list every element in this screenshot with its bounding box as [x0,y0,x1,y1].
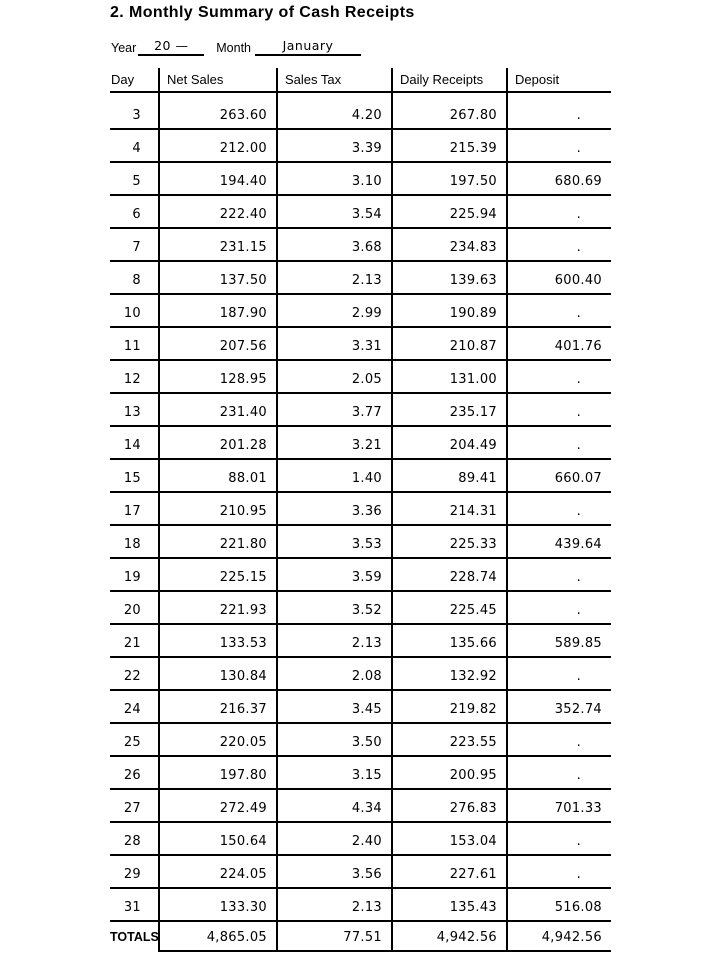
table-row [110,888,611,921]
cell-daily-receipts: 200.95 [392,756,507,789]
cell-day: 22 [110,657,159,690]
cell-net-sales: 221.93 [159,591,277,624]
cell-deposit: 352.74 [507,690,611,723]
cell-sales-tax: 3.45 [277,690,392,723]
cell-day: 25 [110,723,159,756]
cell-day: 8 [110,261,159,294]
table-row [110,591,611,624]
year-label: Year [111,40,137,55]
cell-net-sales: 222.40 [159,195,277,228]
cell-net-sales: 212.00 [159,129,277,162]
cell-deposit: . [507,723,611,756]
cell-deposit: 516.08 [507,888,611,921]
cell-deposit: . [507,855,611,888]
table-row [110,129,611,162]
cell-net-sales: 88.01 [159,459,277,492]
cell-sales-tax: 3.56 [277,855,392,888]
cell-deposit: . [507,92,611,129]
cell-sales-tax: 2.05 [277,360,392,393]
cell-deposit: 401.76 [507,327,611,360]
table-row [110,657,611,690]
cell-daily-receipts: 197.50 [392,162,507,195]
table-row [110,162,611,195]
cell-deposit: 439.64 [507,525,611,558]
cell-sales-tax: 3.31 [277,327,392,360]
year-field[interactable] [138,37,204,57]
cell-deposit: . [507,228,611,261]
cell-net-sales: 150.64 [159,822,277,855]
table-row [110,195,611,228]
cell-net-sales: 221.80 [159,525,277,558]
col-header-sales-tax: Sales Tax [277,68,392,92]
cell-deposit: . [507,756,611,789]
cell-daily-receipts: 131.00 [392,360,507,393]
table-row [110,426,611,459]
cell-sales-tax: 4.34 [277,789,392,822]
cell-day: 19 [110,558,159,591]
cell-net-sales: 224.05 [159,855,277,888]
cell-day: 18 [110,525,159,558]
cell-sales-tax: 2.08 [277,657,392,690]
cell-day: 14 [110,426,159,459]
cell-net-sales: 201.28 [159,426,277,459]
cell-day: 27 [110,789,159,822]
table-row [110,855,611,888]
cell-daily-receipts: 215.39 [392,129,507,162]
cell-deposit: . [507,195,611,228]
cell-day: 29 [110,855,159,888]
cell-sales-tax: 2.13 [277,624,392,657]
table-row [110,690,611,723]
col-header-net-sales: Net Sales [159,68,277,92]
cell-sales-tax: 2.40 [277,822,392,855]
cell-daily-receipts: 214.31 [392,492,507,525]
totals-row [110,921,611,951]
cell-daily-receipts: 235.17 [392,393,507,426]
cell-net-sales: 210.95 [159,492,277,525]
cell-day: 7 [110,228,159,261]
cell-net-sales: 207.56 [159,327,277,360]
cell-day: 5 [110,162,159,195]
cell-daily-receipts: 219.82 [392,690,507,723]
month-label: Month [216,40,252,55]
col-header-day: Day [110,68,159,92]
cell-daily-receipts: 135.43 [392,888,507,921]
cell-sales-tax: 3.21 [277,426,392,459]
cell-deposit: . [507,558,611,591]
cell-deposit: 680.69 [507,162,611,195]
cell-net-sales: 133.30 [159,888,277,921]
table-row [110,624,611,657]
totals-deposit: 4,942.56 [507,921,611,951]
table-row [110,756,611,789]
cell-sales-tax: 4.20 [277,92,392,129]
table-row [110,723,611,756]
col-header-deposit: Deposit [507,68,611,92]
worksheet-page [110,4,612,945]
cell-sales-tax: 3.59 [277,558,392,591]
cell-sales-tax: 3.52 [277,591,392,624]
cell-deposit: . [507,492,611,525]
table-row [110,228,611,261]
cell-day: 12 [110,360,159,393]
table-row [110,525,611,558]
year-month-line [111,36,361,56]
cell-deposit: 660.07 [507,459,611,492]
cell-sales-tax: 1.40 [277,459,392,492]
cell-daily-receipts: 153.04 [392,822,507,855]
cell-day: 15 [110,459,159,492]
cell-day: 24 [110,690,159,723]
cell-daily-receipts: 210.87 [392,327,507,360]
cell-daily-receipts: 225.33 [392,525,507,558]
cell-daily-receipts: 225.94 [392,195,507,228]
cell-net-sales: 130.84 [159,657,277,690]
table-row [110,327,611,360]
cell-sales-tax: 3.68 [277,228,392,261]
cell-day: 20 [110,591,159,624]
cell-sales-tax: 3.39 [277,129,392,162]
cell-daily-receipts: 223.55 [392,723,507,756]
cell-daily-receipts: 204.49 [392,426,507,459]
cell-sales-tax: 3.54 [277,195,392,228]
table-row [110,92,611,129]
cell-daily-receipts: 276.83 [392,789,507,822]
cell-daily-receipts: 139.63 [392,261,507,294]
cell-day: 4 [110,129,159,162]
table-row [110,459,611,492]
cell-sales-tax: 3.77 [277,393,392,426]
cell-daily-receipts: 267.80 [392,92,507,129]
cell-day: 31 [110,888,159,921]
cell-day: 17 [110,492,159,525]
cell-net-sales: 216.37 [159,690,277,723]
cell-sales-tax: 2.13 [277,261,392,294]
cell-day: 11 [110,327,159,360]
cell-sales-tax: 3.36 [277,492,392,525]
table-row [110,789,611,822]
table-row [110,294,611,327]
table-row [110,393,611,426]
cell-deposit: . [507,591,611,624]
cash-receipts-table [110,68,611,952]
cell-day: 13 [110,393,159,426]
cell-sales-tax: 3.10 [277,162,392,195]
page-title: 2. Monthly Summary of Cash Receipts [110,4,415,21]
cell-deposit: . [507,294,611,327]
cell-net-sales: 128.95 [159,360,277,393]
cell-net-sales: 231.40 [159,393,277,426]
cell-sales-tax: 3.50 [277,723,392,756]
totals-label: TOTALS [110,921,159,951]
table-row [110,822,611,855]
cell-day: 21 [110,624,159,657]
cell-daily-receipts: 135.66 [392,624,507,657]
cell-sales-tax: 2.13 [277,888,392,921]
year-value: 20 — [154,37,189,53]
cell-day: 6 [110,195,159,228]
cell-daily-receipts: 228.74 [392,558,507,591]
cell-deposit: . [507,393,611,426]
cell-deposit: 701.33 [507,789,611,822]
cell-deposit: . [507,426,611,459]
cell-sales-tax: 3.15 [277,756,392,789]
totals-net-sales: 4,865.05 [159,921,277,951]
cell-deposit: . [507,657,611,690]
cell-daily-receipts: 190.89 [392,294,507,327]
table-body [110,92,611,951]
table-row [110,492,611,525]
table-row [110,360,611,393]
cell-daily-receipts: 234.83 [392,228,507,261]
cell-net-sales: 272.49 [159,789,277,822]
cell-net-sales: 187.90 [159,294,277,327]
cell-deposit: . [507,360,611,393]
cell-day: 3 [110,92,159,129]
cell-net-sales: 231.15 [159,228,277,261]
cell-deposit: . [507,822,611,855]
cell-daily-receipts: 89.41 [392,459,507,492]
cell-net-sales: 220.05 [159,723,277,756]
cell-deposit: . [507,129,611,162]
cell-net-sales: 194.40 [159,162,277,195]
cell-deposit: 589.85 [507,624,611,657]
cell-net-sales: 263.60 [159,92,277,129]
cell-net-sales: 133.53 [159,624,277,657]
cell-day: 28 [110,822,159,855]
cell-daily-receipts: 225.45 [392,591,507,624]
cell-day: 10 [110,294,159,327]
col-header-daily-receipts: Daily Receipts [392,68,507,92]
totals-daily-receipts: 4,942.56 [392,921,507,951]
cell-daily-receipts: 227.61 [392,855,507,888]
totals-sales-tax: 77.51 [277,921,392,951]
cell-daily-receipts: 132.92 [392,657,507,690]
month-value: January [282,37,334,53]
header-row [110,68,611,92]
cell-net-sales: 137.50 [159,261,277,294]
table-row [110,261,611,294]
cell-net-sales: 225.15 [159,558,277,591]
cell-deposit: 600.40 [507,261,611,294]
month-field[interactable] [255,37,361,57]
cell-sales-tax: 2.99 [277,294,392,327]
table-row [110,558,611,591]
cell-day: 26 [110,756,159,789]
cell-net-sales: 197.80 [159,756,277,789]
cell-sales-tax: 3.53 [277,525,392,558]
